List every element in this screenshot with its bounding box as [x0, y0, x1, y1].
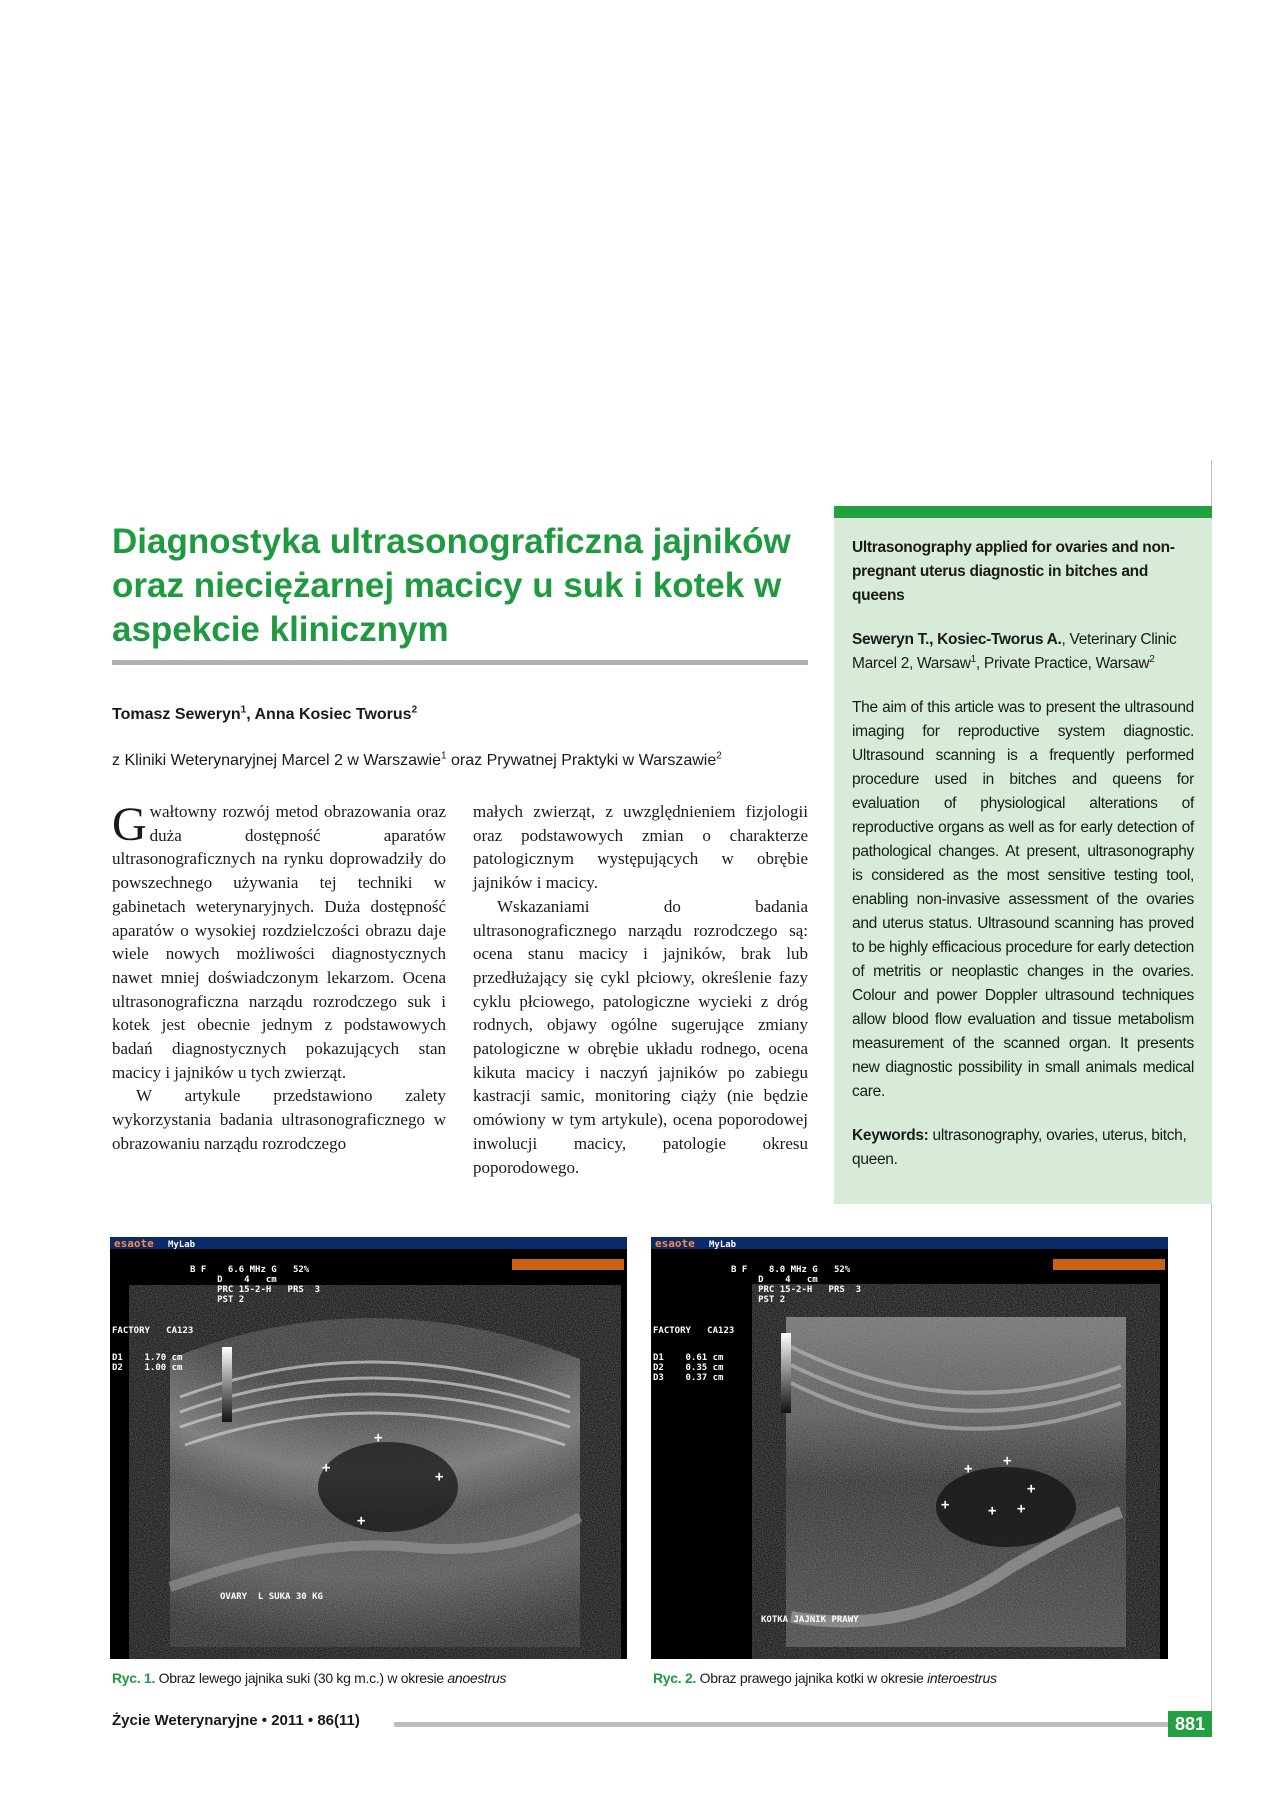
measure-caliper: + [1027, 1481, 1036, 1497]
figure-2-measurement: D1 0.61 cm [653, 1353, 724, 1363]
figure-2-brand-sub: MyLab [709, 1240, 737, 1250]
drop-cap: G [112, 798, 147, 851]
title-divider [112, 660, 808, 665]
measure-caliper: + [374, 1430, 383, 1446]
author-1: Tomasz Seweryn [112, 706, 241, 723]
figure-2-param-line: PRC 15-2-H PRS 3 [731, 1285, 862, 1295]
figure-2-image [651, 1237, 1168, 1659]
figure-1-brand: esaote [114, 1237, 154, 1250]
keywords-label: Keywords: [852, 1127, 929, 1144]
gray-scale-bar [781, 1333, 791, 1413]
date-bar [512, 1259, 624, 1270]
figure-1-image [110, 1237, 627, 1659]
figure-1-param-line: D 4 cm [190, 1275, 277, 1285]
figure-1-param-line: B F 6.6 MHz G 52% [190, 1265, 310, 1275]
measure-caliper: + [322, 1460, 331, 1476]
affiliation-sup-2: 2 [716, 750, 722, 762]
affiliation-part-1: z Kliniki Weterynaryjnej Marcel 2 w Warszawie [112, 752, 441, 769]
figure-2-measurement: D3 0.37 cm [653, 1373, 724, 1383]
measure-caliper: + [435, 1469, 444, 1485]
author-2-sup: 2 [411, 704, 418, 716]
affiliation-part-2: oraz Prywatnej Praktyki w Warszawie [446, 752, 717, 769]
ovary-region [318, 1442, 458, 1532]
body-paragraph-4: Wskazaniami do badania ultrasonograficznego narządu rozrodczego są: ocena stanu macicy i jajników, brak lub przedłużający się cykl płciowy, określenie fazy cyklu płciowego, patologiczne wycieki z dróg rodnych, objawy ogólne sugerujące zmiany patologiczne w obrębie układu rodnego, ocena kikuta macicy i naczyń jajników po zabiegu kastracji samic, monitoring ciąży (nie będzie omówiony w tym artykule), ocena poporodowej inwolucji macicy, patologie okresu poporodowego. [473, 896, 808, 1177]
figure-1-caption-text: Obraz lewego jajnika suki (30 kg m.c.) w okresie [155, 1670, 448, 1686]
measure-caliper: + [1017, 1501, 1026, 1517]
abstract-affil-2: , Private Practice, Warsaw [975, 655, 1150, 672]
figure-1-param-line: PST 2 [190, 1295, 245, 1305]
figure-1-measurement: D2 1.00 cm [112, 1363, 183, 1373]
abstract-top-bar [834, 506, 1212, 518]
figure-2-caption-italic: interoestrus [927, 1670, 997, 1686]
figure-2-param-line: B F 8.0 MHz G 52% [731, 1265, 851, 1275]
measure-caliper: + [941, 1497, 950, 1513]
abstract-authors [852, 628, 1194, 676]
measure-caliper: + [964, 1461, 973, 1477]
article-authors [112, 706, 417, 724]
author-1-sup: 1 [240, 704, 247, 716]
figure-1-bottom-label: OVARY L SUKA 30 KG [220, 1592, 323, 1602]
measure-caliper: + [988, 1503, 997, 1519]
author-2: , Anna Kosiec Tworus [246, 706, 412, 723]
journal-footer: Życie Weterynaryjne • 2011 • 86(11) [112, 1712, 360, 1729]
abstract-content [852, 536, 1194, 1172]
article-affiliation [112, 752, 722, 770]
abstract-affil-1: , Veterinary Clinic Marcel 2, Warsaw [852, 631, 1177, 672]
figure-2-caption-text: Obraz prawego jajnika kotki w okresie [696, 1670, 928, 1686]
figure-2-param-line: PST 2 [731, 1295, 786, 1305]
body-paragraph-1 [112, 800, 446, 1084]
figure-2-ultrasound [651, 1237, 1168, 1659]
body-paragraph-3: małych zwierząt, z uwzględnieniem fizjologii oraz podstawowych zmian o charakterze patologicznym występujących w obrębie jajników i macicy. [473, 802, 808, 893]
figure-1-ultrasound [110, 1237, 627, 1659]
keywords-list: ultrasonography, ovaries, uterus, bitch, queen. [852, 1127, 1187, 1168]
abstract-title: Ultrasonography applied for ovaries and non-pregnant uterus diagnostic in bitches and queens [852, 539, 1175, 604]
figure-2-measurement: D2 0.35 cm [653, 1363, 724, 1373]
figure-2-caption [653, 1670, 997, 1686]
abstract-keywords [852, 1124, 1194, 1172]
figure-1-measurement: D1 1.70 cm [112, 1353, 183, 1363]
figure-2-brand: esaote [655, 1237, 695, 1250]
abstract-affil-sup-1: 1 [970, 653, 976, 665]
date-bar [1053, 1259, 1165, 1270]
ovary-region [936, 1467, 1076, 1547]
body-paragraph-2: W artykule przedstawiono zalety wykorzystania badania ultrasonograficznego w obrazowaniu narządu rozrodczego [112, 1086, 446, 1153]
abstract-authors-bold: Seweryn T., Kosiec-Tworus A. [852, 631, 1062, 648]
figure-1-factory: FACTORY CA123 [112, 1326, 194, 1336]
figure-1-caption-label: Ryc. 1. [112, 1670, 156, 1686]
article-title: Diagnostyka ultrasonograficzna jajników oraz nieciężarnej macicy u suk i kotek w aspekcie klinicznym [112, 522, 791, 649]
affiliation-sup-1: 1 [440, 750, 447, 762]
gray-scale-bar [222, 1347, 232, 1422]
figure-2-bottom-label: KOTKA JAJNIK PRAWY [761, 1615, 859, 1625]
abstract-text: The aim of this article was to present the ultrasound imaging for reproductive system diagnostic. Ultrasound scanning is a frequently performed procedure used in bitches and queens for evaluation of physiological alterations of reproductive organs as well as for early detection of pathological changes. At present, ultrasonography is considered as the most sensitive testing tool, enabling non-invasive assessment of the ovaries and uterus status. Ultrasound scanning has proved to be highly efficacious procedure for early detection of metritis or neoplastic changes in the ovaries. Colour and power Doppler ultrasound techniques allow blood flow evaluation and tissue metabolism measurement of the scanned organ. It presents new diagnostic possibility in small animals medical care. [852, 699, 1194, 1100]
body-paragraph-1-text: wałtowny rozwój metod obrazowania oraz duża dostępność aparatów ultrasonograficznych na rynku doprowadziły do powszechnego używania tej techniki w gabinetach weterynaryjnych. Duża dostępność aparatów o wysokiej rozdzielczości obrazu daje wiele nowych możliwości diagnostycznych nawet mniej doświadczonym lekarzom. Ocena ultrasonograficzna narządu rozrodczego suk i kotek jest obecnie jednym z podstawowych badań diagnostycznych pokazujących stan macicy i jajników u tych zwierząt. [112, 802, 446, 1082]
abstract-affil-sup-2: 2 [1149, 653, 1155, 665]
figure-2-caption-label: Ryc. 2. [653, 1670, 697, 1686]
page-number: 881 [1168, 1711, 1212, 1737]
figure-2-factory: FACTORY CA123 [653, 1326, 735, 1336]
body-column-1 [112, 800, 446, 1156]
figure-1-brand-sub: MyLab [168, 1240, 196, 1250]
measure-caliper: + [357, 1513, 366, 1529]
figure-1-param-line: PRC 15-2-H PRS 3 [190, 1285, 321, 1295]
footer-rule [394, 1722, 1168, 1727]
figure-1-caption-italic: anoestrus [447, 1670, 507, 1686]
measure-caliper: + [1003, 1453, 1012, 1469]
figure-1-caption [112, 1670, 506, 1686]
body-column-2 [473, 800, 808, 1179]
figure-2-param-line: D 4 cm [731, 1275, 818, 1285]
